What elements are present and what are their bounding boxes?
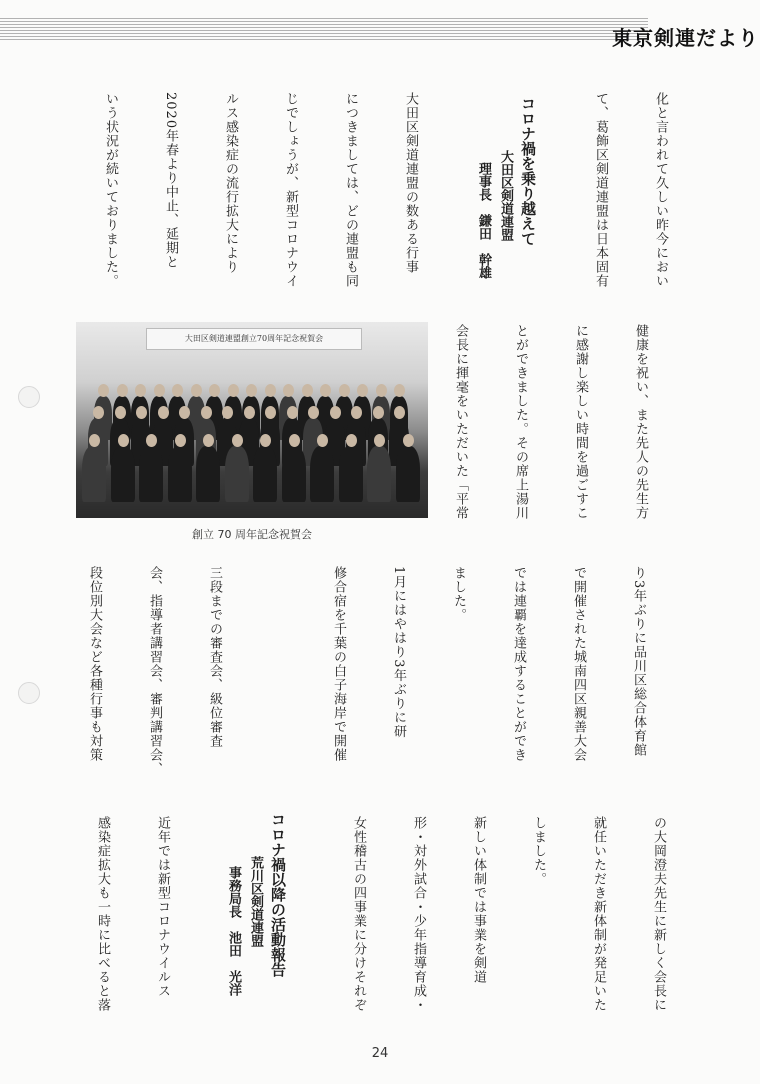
photo-person-head xyxy=(203,434,214,447)
text-line: 女性稽古の四事業に分けそれぞ xyxy=(351,816,366,1012)
binder-hole xyxy=(18,682,40,704)
article3-text-a xyxy=(336,816,708,1038)
photo-person-head xyxy=(394,384,405,397)
photo-person-head xyxy=(98,384,109,397)
photo-person-head xyxy=(191,384,202,397)
photo-person-head xyxy=(403,434,414,447)
article3-text-b xyxy=(68,816,212,1038)
text-line: 化と言われて久しい昨今におい xyxy=(653,92,668,288)
photo-person-head xyxy=(172,384,183,397)
article2-org: 大田区剣道連盟 xyxy=(498,150,513,241)
text-line: 段位別大会など各種行事も対策 xyxy=(87,566,102,762)
article2-author: 理事長 鎌田 幹雄 xyxy=(476,162,491,279)
photo-person-head xyxy=(179,406,190,419)
text-line: 修合宿を千葉の白子海岸で開催 xyxy=(331,566,346,762)
text-line: の大岡澄夫先生に新しく会長に xyxy=(651,816,666,1012)
photo-person-head xyxy=(287,406,298,419)
photo-person-head xyxy=(394,406,405,419)
text-line: に感謝し楽しい時間を過ごすこ xyxy=(573,324,588,520)
photo-person-head xyxy=(330,406,341,419)
text-line: 会、指導者講習会、審判講習会、 xyxy=(147,566,162,776)
article3-heading: コロナ禍以降の活動報告 xyxy=(269,812,287,977)
photo-person-head xyxy=(232,434,243,447)
text-line: しました。 xyxy=(531,816,546,886)
photo-caption: 創立 70 周年記念祝賀会 xyxy=(192,528,312,541)
text-line: 感染症拡大も一時に比べると落 xyxy=(95,816,110,1012)
photo-person-head xyxy=(158,406,169,419)
text-line: 新しい体制では事業を剣道 xyxy=(471,816,486,984)
text-line: 1月にはやはり3年ぶりに研 xyxy=(391,566,406,739)
article3-org: 荒川区剣道連盟 xyxy=(248,856,263,947)
photo-person-head xyxy=(265,406,276,419)
text-line: 2020年春より中止、延期と xyxy=(163,92,178,270)
photo-person-head xyxy=(373,406,384,419)
text-line: 形・対外試合・少年指導育成・ xyxy=(411,816,426,1012)
photo-person-head xyxy=(201,406,212,419)
text-line: ました。 xyxy=(451,566,466,622)
photo-person xyxy=(111,446,135,502)
photo-person-head xyxy=(320,384,331,397)
photo-person-head xyxy=(351,406,362,419)
article2-middle-text xyxy=(440,324,690,552)
photo-person-head xyxy=(146,434,157,447)
photo-person-head xyxy=(265,384,276,397)
text-line: て、葛飾区剣道連盟は日本固有 xyxy=(593,92,608,288)
photo-person-head xyxy=(209,384,220,397)
text-line: いう状況が続いておりました。 xyxy=(103,92,118,288)
article2-upper-text xyxy=(74,92,460,310)
photo-person xyxy=(82,446,106,502)
photo-person-head xyxy=(118,434,129,447)
photo-person xyxy=(310,446,334,502)
article2-heading: コロナ禍を乗り越えて xyxy=(519,96,537,246)
photo-person-head xyxy=(115,406,126,419)
photo-person-head xyxy=(308,406,319,419)
publication-title: 東京剣連だより xyxy=(612,26,759,50)
photo-person-head xyxy=(339,384,350,397)
photo-person-head xyxy=(376,384,387,397)
text-line: ルス感染症の流行拡大により xyxy=(223,92,238,274)
photo-person xyxy=(396,446,420,502)
photo-person xyxy=(168,446,192,502)
article2-lower-right-text xyxy=(290,566,688,806)
photo-person-head xyxy=(357,384,368,397)
photo-person xyxy=(339,446,363,502)
photo-person-head xyxy=(246,384,257,397)
photo-banner: 大田区剣道連盟創立70周年記念祝賀会 xyxy=(146,328,362,350)
article2-lower-left-text xyxy=(74,566,264,806)
photo-person xyxy=(196,446,220,502)
text-line: 健康を祝い、また先人の先生方 xyxy=(633,324,648,520)
photo-person-head xyxy=(222,406,233,419)
photo-person-head xyxy=(117,384,128,397)
photo-person-head xyxy=(302,384,313,397)
photo-person-head xyxy=(374,434,385,447)
text-line: とができました。その席上湯川 xyxy=(513,324,528,520)
photo-person-head xyxy=(154,384,165,397)
text-line: では連覇を達成することができ xyxy=(511,566,526,762)
text-line: 近年では新型コロナウイルス xyxy=(155,816,170,998)
photo-person-head xyxy=(89,434,100,447)
photo-person-head xyxy=(135,384,146,397)
group-photo xyxy=(76,322,428,518)
photo-person-head xyxy=(346,434,357,447)
photo-person-head xyxy=(175,434,186,447)
article3-author: 事務局長 池田 光洋 xyxy=(226,866,241,996)
article1-text xyxy=(586,92,710,310)
text-line: 三段までの審査会、級位審査 xyxy=(207,566,222,748)
photo-person-head xyxy=(283,384,294,397)
text-line: につきましては、どの連盟も同 xyxy=(343,92,358,288)
text-line: で開催された城南四区親善大会 xyxy=(571,566,586,762)
photo-person xyxy=(253,446,277,502)
photo-person-head xyxy=(244,406,255,419)
text-line: 会長に揮毫をいただいた「平常 xyxy=(453,324,468,520)
page-number: 24 xyxy=(371,1046,389,1061)
photo-person xyxy=(139,446,163,502)
photo-person xyxy=(282,446,306,502)
photo-person xyxy=(367,446,391,502)
photo-person-head xyxy=(228,384,239,397)
header-rule xyxy=(0,18,648,40)
binder-hole xyxy=(18,386,40,408)
text-line: じでしょうが、新型コロナウイ xyxy=(283,92,298,288)
photo-person-head xyxy=(317,434,328,447)
text-line: り3年ぶりに品川区総合体育館 xyxy=(631,566,646,758)
photo-person-head xyxy=(136,406,147,419)
photo-person-head xyxy=(93,406,104,419)
photo-person-head xyxy=(260,434,271,447)
photo-person xyxy=(225,446,249,502)
text-line: 就任いただき新体制が発足いた xyxy=(591,816,606,1012)
text-line: 大田区剣道連盟の数ある行事 xyxy=(403,92,418,274)
photo-person-head xyxy=(289,434,300,447)
